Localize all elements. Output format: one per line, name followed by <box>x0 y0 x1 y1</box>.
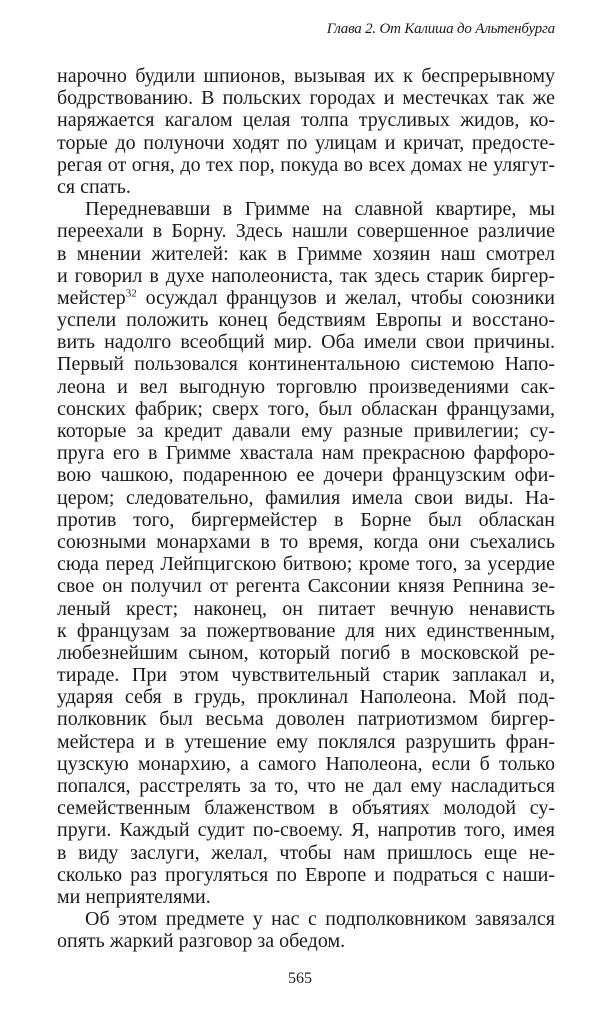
text-line: пруги. Каждый судит по-своему. Я, напротив того, имея <box>57 819 555 842</box>
text-line: наряжается кагалом целая толпа трусливых жидов, ко- <box>57 109 555 132</box>
text-line: мейстера и в утешение ему поклялся разрушить фран- <box>57 730 555 753</box>
text-line: торые до полуночи ходят по улицам и кричат, предосте- <box>57 131 555 154</box>
text-line: опять жаркий разговор за обедом. <box>57 930 346 953</box>
text-line: вить надолго всеобщий мир. Оба имели свои причины. <box>57 331 555 354</box>
text-line: нарочно будили шпионов, вызывая их к беспрерывному <box>57 65 555 87</box>
text-line: пруга его в Гримме хвастала нам прекрасною фарфоро- <box>57 442 555 465</box>
text-line: попался, расстрелять за то, что не дал ему насладиться <box>57 775 555 797</box>
text-line: Передневавши в Гримме на славной квартире, мы <box>85 198 555 221</box>
text-line: ся спать. <box>57 175 131 198</box>
text-line: сонских фабрик; сверх того, был обласкан французами, <box>57 397 555 420</box>
text-line: сколько раз прогуляться по Европе и подраться с наши- <box>57 863 555 886</box>
text-line: Первый пользовался континентальною системою Напо- <box>57 353 555 376</box>
text-line: семейственным блаженством в объятиях молодой су- <box>57 797 555 820</box>
text-line: бодрствованию. В польских городах и местечках так же <box>57 87 555 110</box>
paragraph <box>57 198 555 908</box>
footnote-marker[interactable]: 32 <box>125 287 137 300</box>
text-line: Об этом предмете у нас с подполковником завязался <box>85 908 555 931</box>
text-line: цером; следовательно, фамилия имела свои виды. На- <box>57 486 555 509</box>
running-header: Глава 2. От Калиша до Альтенбурга <box>326 21 555 37</box>
text-line: регая от огня, до тех пор, покуда во всех домах не улягут- <box>57 153 555 176</box>
text-line: к французам за пожертвование для них единственным, <box>57 619 555 642</box>
text-line: леона и вел выгодную торговлю произведениями сак- <box>57 375 555 398</box>
text-line: леный крест; наконец, он питает вечную ненависть <box>57 597 555 620</box>
paragraph <box>57 65 555 198</box>
text-line: полковник был весьма доволен патриотизмом биргер- <box>57 708 555 731</box>
text-line: тираде. При этом чувствительный старик заплакал и, <box>57 664 555 687</box>
text-line: успели положить конец бедствиям Европы и восстано- <box>57 309 555 332</box>
text-line: вою чашкою, подаренною ее дочери французским офи- <box>57 464 555 487</box>
text-line: свое он получил от регента Саксонии князя Репнина зе- <box>57 575 555 598</box>
text-line: ударяя себя в грудь, проклинал Наполеона. Мой под- <box>57 686 555 709</box>
text-line: сюда перед Лейпцигскою битвою; кроме того, за усердие <box>57 553 555 576</box>
text-line: против того, биргермейстер в Борне был обласкан <box>57 508 555 531</box>
text-line: ми неприятелями. <box>57 885 211 908</box>
text-line: цузскую монархию, а самого Наполеона, если б только <box>57 752 555 775</box>
text-line: мейстер$^{32}$ осуждал французов и желал, чтобы союзники <box>57 286 555 309</box>
text-line: переехали в Борну. Здесь нашли совершенное различие <box>57 220 555 243</box>
text-line: союзными монархами в то время, когда они съехались <box>57 530 555 553</box>
paragraph <box>57 908 555 952</box>
page-body-text <box>57 65 555 953</box>
text-line: в виду заслуги, желал, чтобы нам пришлось еще не- <box>57 841 555 864</box>
page-number: 565 <box>288 970 312 987</box>
text-line: в мнении жителей: как в Гримме хозяин наш смотрел <box>57 242 555 265</box>
text-line: которые за кредит давали ему разные привилегии; су- <box>57 420 555 442</box>
text-line: любезнейшим сыном, который погиб в московской ре- <box>57 641 555 664</box>
text-line: и говорил в духе наполеониста, так здесь старик биргер- <box>57 264 555 287</box>
